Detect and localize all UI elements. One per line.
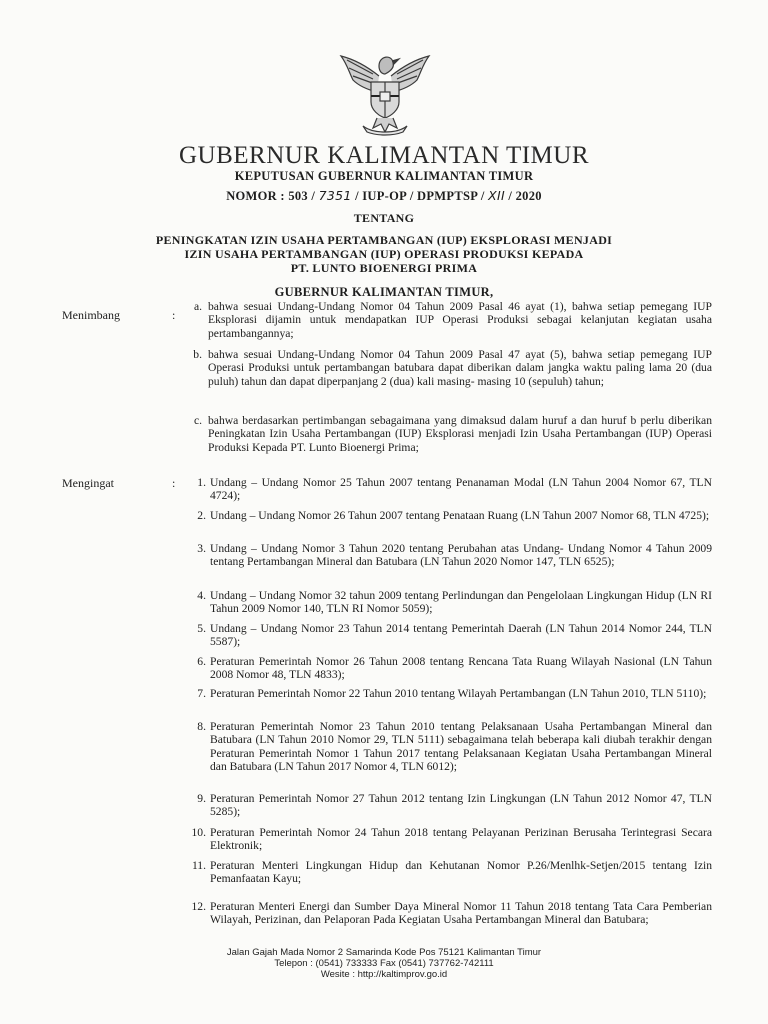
item-marker: a. [193,300,202,313]
item-text: Undang – Undang Nomor 32 tahun 2009 tentang Perlindungan dan Pengelolaan Lingkungan Hidup (LN RI Tahun 2009 Nomor 140, TLN RI Nomor 5059); [210,589,712,616]
governor-title: GUBERNUR KALIMANTAN TIMUR [178,142,590,169]
subject-line: PT. LUNTO BIOENERGI PRIMA [290,261,478,275]
decree-month-handwritten: XII [488,188,505,203]
item-text: Undang – Undang Nomor 26 Tahun 2007 tentang Penataan Ruang (LN Tahun 2007 Nomor 68, TLN 4725); [210,509,710,522]
item-text: Peraturan Pemerintah Nomor 27 Tahun 2012 tentang Izin Lingkungan (LN Tahun 2012 Nomor 47, TLN 5285); [210,792,712,819]
item-marker: 5. [197,622,206,635]
decree-number-handwritten: 7351 [318,188,352,203]
menimbang-item [182,300,712,340]
footer-address: Jalan Gajah Mada Nomor 2 Samarinda Kode Pos 75121 Kalimantan Timur [226,947,542,958]
item-text: bahwa berdasarkan pertimbangan sebagaimana yang dimaksud dalam huruf a dan huruf b perlu diberikan Peningkatan Izin Usaha Pertambangan (IUP) Eksplorasi menjadi Izin Usaha Pertambangan (IUP) Operasi Produksi Kepada PT. Lunto Bioenergi Prima; [208,414,712,454]
mengingat-item [182,476,712,503]
mengingat-item [182,720,712,773]
item-marker: 8. [197,720,206,733]
item-text: Undang – Undang Nomor 23 Tahun 2014 tentang Pemerintah Daerah (LN Tahun 2014 Nomor 244, TLN 5587); [210,622,712,649]
mengingat-item [182,589,712,616]
item-text: Peraturan Pemerintah Nomor 24 Tahun 2018 tentang Pelayanan Perizinan Berusaha Terintegrasi Secara Elektronik; [210,826,712,853]
mengingat-colon: : [172,476,176,490]
item-marker: 1. [197,476,206,489]
item-marker: 2. [197,509,206,522]
item-text: Peraturan Menteri Lingkungan Hidup dan Kehutanan Nomor P.26/Menlhk-Setjen/2015 tentang Izin Pemanfaatan Kayu; [210,859,712,886]
issuer-heading: GUBERNUR KALIMANTAN TIMUR, [274,285,494,299]
item-text: Undang – Undang Nomor 25 Tahun 2007 tentang Penanaman Modal (LN Tahun 2004 Nomor 67, TLN 4724); [210,476,712,503]
item-marker: 4. [197,589,206,602]
decree-number-middle: / IUP-OP / DPMPTSP / [355,189,485,203]
item-marker: 9. [197,792,206,805]
menimbang-colon: : [172,308,176,322]
footer-website: Wesite : http://kaltimprov.go.id [320,969,448,980]
mengingat-item [182,509,712,522]
mengingat-item [182,655,712,682]
item-text: bahwa sesuai Undang-Undang Nomor 04 Tahun 2009 Pasal 47 ayat (5), bahwa setiap pemegang IUP Operasi Produksi untuk pertambangan batubara dapat diberikan dalam jangka waktu paling lama 20 (dua puluh) tahun dan dapat diperpanjang 2 (dua) kali masing- masing 10 (sepuluh) tahun; [208,348,712,388]
item-text: Peraturan Pemerintah Nomor 23 Tahun 2010 tentang Pelaksanaan Usaha Pertambangan Mineral dan Batubara (LN Tahun 2010 Nomor 29, TLN 5111) sebagaimana telah beberapa kali diubah terakhir dengan Peraturan Pemerintah Nomor 1 Tahun 2017 tentang Pelaksanaan Kegiatan Usaha Pertambangan Mineral dan Batubara (LN Tahun 2017 Nomor 4, TLN 6012); [210,720,712,773]
subject-line: PENINGKATAN IZIN USAHA PERTAMBANGAN (IUP) EKSPLORASI MENJADI [155,233,613,247]
item-marker: c. [193,414,202,427]
item-marker: 7. [197,687,206,700]
mengingat-item [182,622,712,649]
item-text: bahwa sesuai Undang-Undang Nomor 04 Tahun 2009 Pasal 46 ayat (1), bahwa setiap pemegang IUP Eksplorasi dijamin untuk mendapatkan IUP Operasi Produksi sebagai kelanjutan kegiatan usaha pertambangannya; [208,300,712,340]
decree-number-suffix: / 2020 [508,189,542,203]
mengingat-item [182,859,712,886]
decree-number [0,188,768,204]
mengingat-label: Mengingat [62,476,114,490]
item-marker: 11. [191,859,206,872]
item-marker: b. [193,348,202,361]
mengingat-item [182,900,712,927]
item-text: Peraturan Menteri Energi dan Sumber Daya Mineral Nomor 11 Tahun 2018 tentang Tata Cara Pemberian Wilayah, Perizinan, dan Pelaporan Pada Kegiatan Usaha Pertambangan Mineral dan Batubara; [210,900,712,927]
item-text: Peraturan Pemerintah Nomor 26 Tahun 2008 tentang Rencana Tata Ruang Wilayah Nasional (LN Tahun 2008 Nomor 48, TLN 4833); [210,655,712,682]
item-marker: 12. [191,900,206,913]
item-marker: 10. [191,826,206,839]
item-text: Undang – Undang Nomor 3 Tahun 2020 tentang Perubahan atas Undang- Undang Nomor 4 Tahun 2009 tentang Pertambangan Mineral dan Batubara (LN Tahun 2020 Nomor 147, TLN 6525); [210,542,712,569]
footer-phone: Telepon : (0541) 733333 Fax (0541) 737762-742111 [274,958,494,969]
mengingat-item [182,542,712,569]
item-marker: 3. [197,542,206,555]
menimbang-label: Menimbang [62,308,120,322]
item-marker: 6. [197,655,206,668]
menimbang-item [182,348,712,388]
mengingat-item [182,826,712,853]
mengingat-item [182,792,712,819]
decree-title: KEPUTUSAN GUBERNUR KALIMANTAN TIMUR [234,169,534,183]
item-text: Peraturan Pemerintah Nomor 22 Tahun 2010 tentang Wilayah Pertambangan (LN Tahun 2010, TLN 5110); [210,687,707,700]
mengingat-item [182,687,712,700]
about-heading: TENTANG [353,211,415,225]
decree-number-prefix: NOMOR : 503 / [226,189,316,203]
subject-line: IZIN USAHA PERTAMBANGAN (IUP) OPERASI PRODUKSI KEPADA [184,247,584,261]
garuda-emblem-icon [333,46,437,136]
menimbang-item [182,414,712,454]
